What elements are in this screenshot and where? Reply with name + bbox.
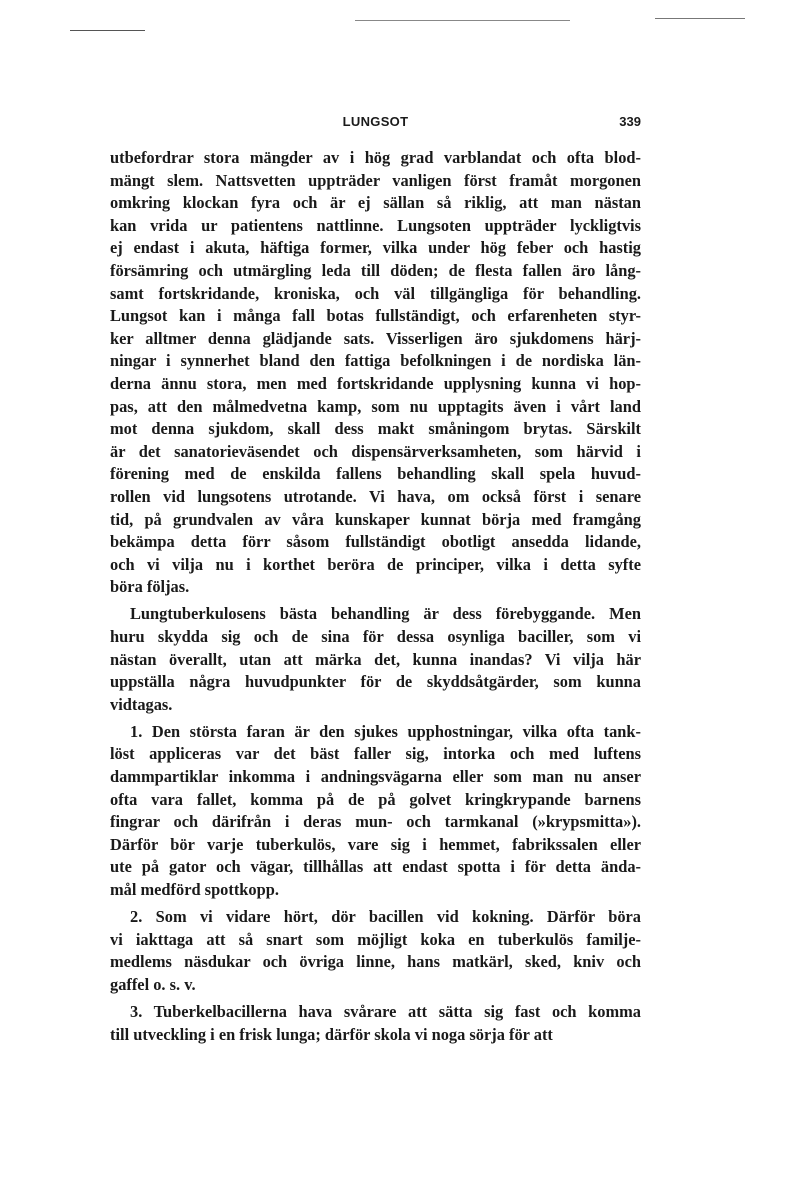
text-line: löst appliceras var det bäst faller sig, intorka och med luftens bbox=[110, 744, 641, 764]
top-rule-right bbox=[655, 18, 745, 19]
text-line: ofta vara fallet, komma på de på golvet kringkrypande barnens bbox=[110, 789, 641, 809]
text-line: till utveckling i en frisk lunga; därför skola vi noga sörja för att bbox=[110, 1024, 553, 1044]
text-line: vi iakttaga att så snart som möjligt koka en tuberkulös familje- bbox=[110, 929, 641, 949]
text-line: 1. Den största faran är den sjukes upphostningar, vilka ofta tank- bbox=[130, 721, 641, 741]
text-line: nästan överallt, utan att märka det, kunna inandas? Vi vilja här bbox=[110, 649, 641, 669]
text-line: rollen vid lungsotens utrotande. Vi hava, om också först i senare bbox=[110, 486, 641, 506]
text-line: mål medförd spottkopp. bbox=[110, 880, 279, 899]
text-line: böra följas. bbox=[110, 577, 190, 597]
text-line: fingrar och därifrån i deras mun- och tarmkanal (»krypsmitta»). bbox=[110, 812, 641, 832]
text-line: medlems näsdukar och övriga linne, hans matkärl, sked, kniv och bbox=[110, 952, 641, 972]
text-line: tid, på grundvalen av våra kunskaper kunnat börja med framgång bbox=[110, 509, 641, 529]
text-line: omkring klockan fyra och är ej sällan så riklig, att man nästan bbox=[110, 193, 641, 213]
text-line: samt fortskridande, kroniska, och väl tillgängliga för behandling. bbox=[110, 283, 641, 303]
text-line: ej endast i akuta, häftiga former, vilka under hög feber och hastig bbox=[110, 238, 641, 258]
text-line: vidtagas. bbox=[110, 694, 173, 714]
text-line: 3. Tuberkelbacillerna hava svårare att sätta sig fast och komma bbox=[130, 1001, 641, 1021]
text-line: dammpartiklar inkomma i andningsvägarna eller som man nu anser bbox=[110, 767, 641, 787]
text-line: är det sanatorieväsendet och dispensärverksamheten, som härvid i bbox=[110, 441, 641, 461]
text-line: mot denna sjukdom, skall dess makt småningom brytas. Särskilt bbox=[110, 419, 641, 439]
text-line: ute på gator och vägar, tillhållas att endast spotta i för detta ända- bbox=[110, 857, 641, 877]
paragraph-5 bbox=[110, 1001, 641, 1046]
text-line: ningar i synnerhet bland den fattiga befolkningen i de nordiska län- bbox=[110, 351, 641, 371]
text-line: bekämpa detta förr såsom fullständigt obotligt ansedda lidande, bbox=[110, 532, 641, 552]
top-rule-middle bbox=[355, 20, 570, 21]
text-line: försämring och utmärgling leda till döden; de flesta fallen äro lång- bbox=[110, 260, 641, 280]
text-line: förening med de enskilda fallens behandling skall spela huvud- bbox=[110, 464, 641, 484]
paragraph-3 bbox=[110, 721, 641, 902]
body-text bbox=[110, 147, 641, 1046]
text-line: utbefordrar stora mängder av i hög grad varblandat och ofta blod- bbox=[110, 148, 641, 167]
text-line: Lungsot kan i många fall botas fullständigt, och erfarenheten styr- bbox=[110, 306, 641, 326]
text-line: huru skydda sig och de sina för dessa osynliga baciller, som vi bbox=[110, 626, 641, 646]
text-line: kan vrida ur patientens nattlinne. Lungsoten uppträder lyckligtvis bbox=[110, 215, 641, 235]
top-rule-left bbox=[70, 30, 145, 31]
text-line: Därför bör varje tuberkulös, vare sig i hemmet, fabrikssalen eller bbox=[110, 834, 641, 854]
text-line: derna ännu stora, men med fortskridande upplysning kunna vi hop- bbox=[110, 373, 641, 393]
text-line: 2. Som vi vidare hört, dör bacillen vid kokning. Därför böra bbox=[130, 907, 641, 927]
text-line: pas, att den målmedvetna kamp, som nu upptagits även i vårt land bbox=[110, 396, 641, 416]
paragraph-4 bbox=[110, 906, 641, 996]
page-header bbox=[110, 114, 641, 134]
paragraph-1 bbox=[110, 147, 641, 599]
text-line: gaffel o. s. v. bbox=[110, 974, 196, 994]
text-line: mängt slem. Nattsvetten uppträder vanligen först framåt morgonen bbox=[110, 170, 641, 190]
text-line: ker alltmer denna glädjande sats. Visserligen äro sjukdomens härj- bbox=[110, 328, 641, 348]
text-line: och vi vilja nu i korthet beröra de principer, vilka i detta syfte bbox=[110, 554, 641, 574]
text-line: Lungtuberkulosens bästa behandling är dess förebyggande. Men bbox=[130, 604, 641, 624]
text-line: uppställa några huvudpunkter för de skyddsåtgärder, som kunna bbox=[110, 672, 641, 692]
paragraph-2 bbox=[110, 603, 641, 716]
running-title: LUNGSOT bbox=[342, 114, 409, 129]
page-number: 339 bbox=[619, 114, 641, 129]
